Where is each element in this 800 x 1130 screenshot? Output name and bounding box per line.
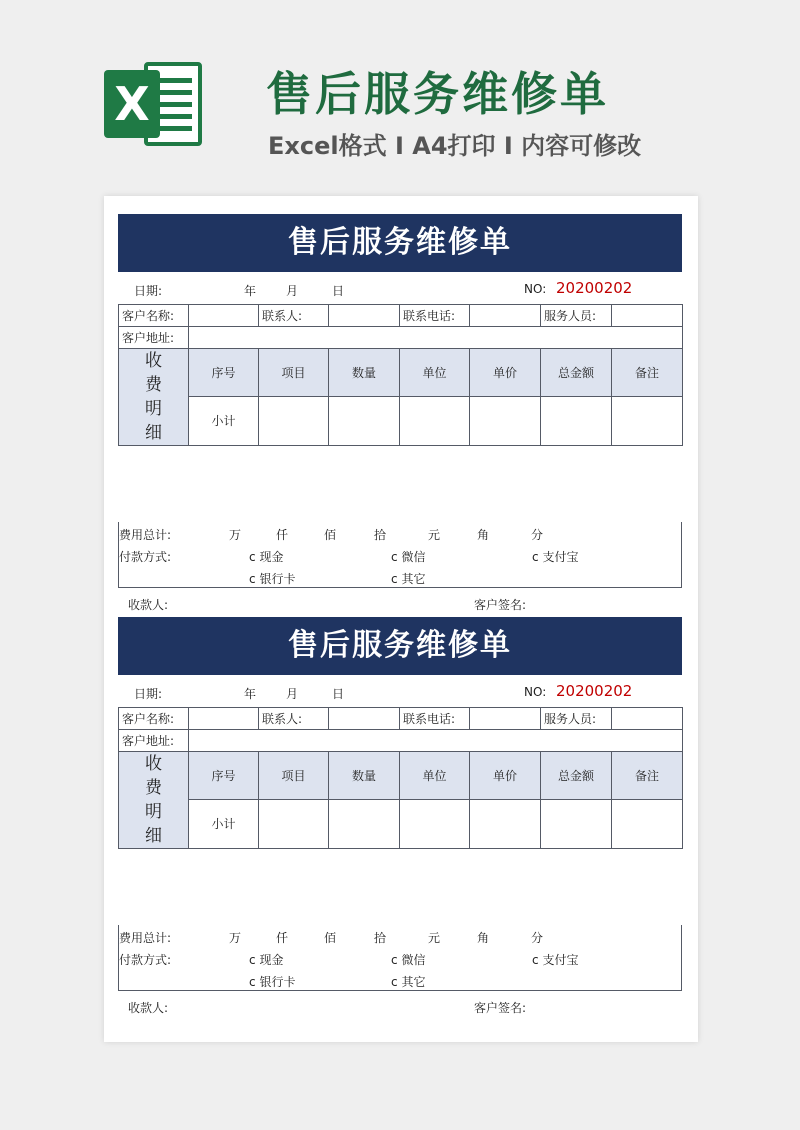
year-label: 年 [244,284,257,298]
unit-fen: 分 [531,931,544,945]
charge-detail-side-label: 收费明细 [119,348,189,445]
column-header: 项目 [259,751,329,800]
table-header-row [119,348,683,397]
charge-detail-side-label: 收费明细 [119,751,189,848]
no-label: NO: [524,282,547,296]
column-header: 单价 [470,348,541,397]
table-cell[interactable] [612,397,683,446]
no-value: 20200202 [556,279,633,297]
payment-option-wechat[interactable]: c 微信 [391,953,426,967]
month-label: 月 [286,284,299,298]
service-person-label: 服务人员: [541,708,612,730]
totals-block [118,925,682,991]
payment-option-other[interactable]: c 其它 [391,975,426,989]
checkbox-icon[interactable]: c [391,953,398,967]
payment-option-cash[interactable]: c 现金 [249,550,284,564]
customer-row [119,305,683,327]
checkbox-icon[interactable]: c [391,572,398,586]
form-banner-title: 售后服务维修单 [118,617,682,675]
column-header: 单位 [400,348,470,397]
phone-label: 联系电话: [400,305,470,327]
column-header: 数量 [329,348,400,397]
table-cell[interactable] [612,800,683,849]
payment-label: 付款方式: [119,550,172,564]
charge-table [118,707,683,849]
payment-option-bank-card[interactable]: c 银行卡 [249,572,296,586]
address-label: 客户地址: [119,326,189,348]
signature-row [118,594,682,614]
page-subtitle: Excel格式 I A4打印 I 内容可修改 [268,132,642,160]
subtotal-label: 小计 [189,397,259,446]
day-label: 日 [332,284,345,298]
unit-shi: 拾 [374,931,387,945]
customer-row [119,708,683,730]
subtotal-row [119,800,683,849]
column-header: 项目 [259,348,329,397]
column-header: 单位 [400,751,470,800]
column-header: 数量 [329,751,400,800]
unit-yuan: 元 [428,528,441,542]
subtotal-label: 小计 [189,800,259,849]
payment-label: 付款方式: [119,953,172,967]
column-header: 总金额 [541,348,612,397]
address-row [119,729,683,751]
unit-yuan: 元 [428,931,441,945]
totals-block [118,522,682,588]
no-value: 20200202 [556,682,633,700]
table-cell[interactable] [470,397,541,446]
date-row [118,272,682,304]
phone-label: 联系电话: [400,708,470,730]
checkbox-icon[interactable]: c [532,550,539,564]
service-person-field[interactable] [612,305,683,327]
unit-jiao: 角 [477,528,490,542]
checkbox-icon[interactable]: c [249,572,256,586]
customer-name-label: 客户名称: [119,708,189,730]
payment-option-other[interactable]: c 其它 [391,572,426,586]
column-header: 单价 [470,751,541,800]
date-label: 日期: [134,687,163,701]
table-cell[interactable] [541,397,612,446]
customer-sign-label: 客户签名: [474,598,527,612]
phone-field[interactable] [470,305,541,327]
table-cell[interactable] [259,397,329,446]
address-label: 客户地址: [119,729,189,751]
subtotal-row [119,397,683,446]
signature-row [118,997,682,1017]
charge-table [118,304,683,446]
page-title: 售后服务维修单 [266,67,609,121]
unit-fen: 分 [531,528,544,542]
unit-shi: 拾 [374,528,387,542]
total-label: 费用总计: [119,931,172,945]
excel-x-badge: X [104,70,160,138]
customer-sign-label: 客户签名: [474,1001,527,1015]
column-header: 备注 [612,751,683,800]
service-person-label: 服务人员: [541,305,612,327]
table-cell[interactable] [400,397,470,446]
payment-option-bank-card[interactable]: c 银行卡 [249,975,296,989]
contact-label: 联系人: [259,305,329,327]
table-cell[interactable] [259,800,329,849]
no-label: NO: [524,685,547,699]
contact-field[interactable] [329,305,400,327]
contact-label: 联系人: [259,708,329,730]
table-cell[interactable] [329,397,400,446]
payee-label: 收款人: [128,598,169,612]
service-person-field[interactable] [612,708,683,730]
address-field[interactable] [189,729,683,751]
column-header: 序号 [189,751,259,800]
checkbox-icon[interactable]: c [532,953,539,967]
phone-field[interactable] [470,708,541,730]
column-header: 序号 [189,348,259,397]
day-label: 日 [332,687,345,701]
payment-option-alipay[interactable]: c 支付宝 [532,550,579,564]
checkbox-icon[interactable]: c [249,975,256,989]
checkbox-icon[interactable]: c [391,550,398,564]
service-form-1 [118,214,682,614]
unit-bai: 佰 [324,528,337,542]
table-cell[interactable] [541,800,612,849]
table-cell[interactable] [329,800,400,849]
payment-option-alipay[interactable]: c 支付宝 [532,953,579,967]
column-header: 备注 [612,348,683,397]
date-row [118,675,682,707]
service-form-2 [118,617,682,1017]
unit-wan: 万 [229,528,242,542]
unit-wan: 万 [229,931,242,945]
payment-option-cash[interactable]: c 现金 [249,953,284,967]
customer-name-field[interactable] [189,305,259,327]
month-label: 月 [286,687,299,701]
payment-option-wechat[interactable]: c 微信 [391,550,426,564]
customer-name-label: 客户名称: [119,305,189,327]
payee-label: 收款人: [128,1001,169,1015]
address-row [119,326,683,348]
address-field[interactable] [189,326,683,348]
column-header: 总金额 [541,751,612,800]
table-cell[interactable] [470,800,541,849]
checkbox-icon[interactable]: c [249,550,256,564]
unit-qian: 仟 [276,528,289,542]
contact-field[interactable] [329,708,400,730]
checkbox-icon[interactable]: c [391,975,398,989]
unit-qian: 仟 [276,931,289,945]
table-header-row [119,751,683,800]
table-cell[interactable] [400,800,470,849]
checkbox-icon[interactable]: c [249,953,256,967]
unit-bai: 佰 [324,931,337,945]
unit-jiao: 角 [477,931,490,945]
customer-name-field[interactable] [189,708,259,730]
form-banner-title: 售后服务维修单 [118,214,682,272]
excel-logo-icon [104,58,204,150]
total-label: 费用总计: [119,528,172,542]
year-label: 年 [244,687,257,701]
date-label: 日期: [134,284,163,298]
